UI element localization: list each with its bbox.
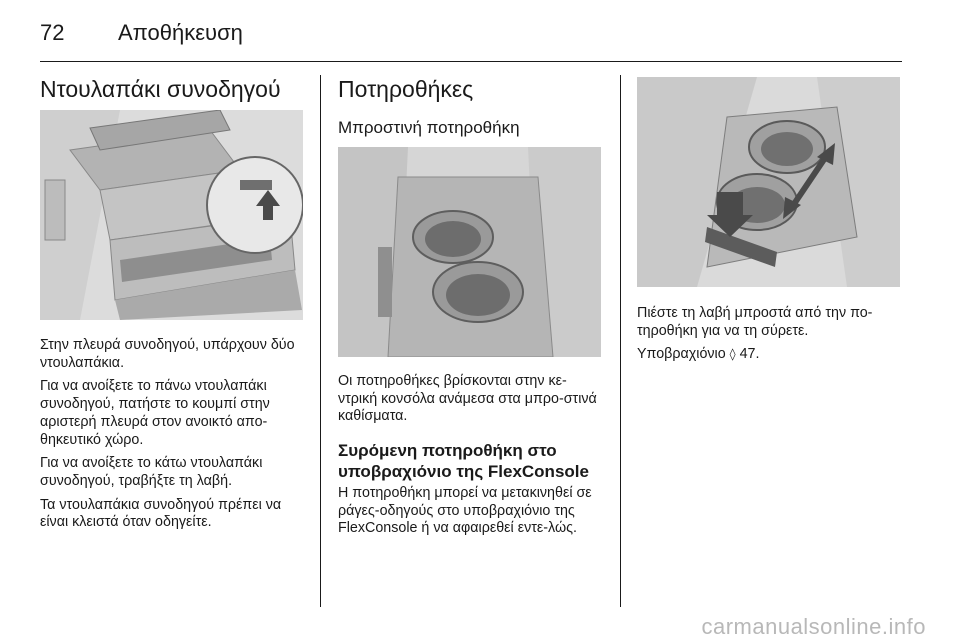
column-divider-1: [320, 75, 321, 607]
front-cupholder-text: [338, 373, 602, 432]
cupholders-heading: Ποτηροθήκες: [338, 76, 474, 102]
sliding-heading-line2: υποβραχιόνιο της FlexConsole: [338, 462, 589, 481]
glovebox-paragraph: Τα ντουλαπάκια συνοδηγού πρέπει να είναι κλειστά όταν οδηγείτε.: [40, 496, 282, 531]
header-divider: [40, 61, 902, 62]
sliding-cupholder-paragraph: Η ποτηροθήκη μπορεί να μετακινηθεί σε ράγες-οδηγούς στο υποβραχιόνιο της FlexConsole ή να αφαιρεθεί εντε-λώς.: [338, 485, 592, 537]
reference-page: 47.: [739, 346, 760, 363]
sliding-cupholder-heading: [338, 440, 589, 482]
armrest-reference[interactable]: [637, 346, 903, 364]
sliding-cupholder-illustration: [637, 77, 900, 287]
page-number: 72: [40, 20, 65, 45]
front-cupholder-illustration: [338, 147, 601, 357]
sliding-cupholder-text: [338, 485, 604, 544]
sliding-instruction-paragraph: Πιέστε τη λαβή μπροστά από την πο-τηροθήκη για να τη σύρετε.: [637, 305, 873, 339]
footer-watermark[interactable]: carmanualsonline.info: [701, 614, 926, 639]
reference-label: Υποβραχιόνιο: [637, 346, 726, 363]
front-cupholder-paragraph: Οι ποτηροθήκες βρίσκονται στην κε-ντρική κονσόλα ανάμεσα στα μπρο-στινά καθίσματα.: [338, 373, 597, 425]
reference-arrow-icon: ◊: [729, 347, 736, 362]
sliding-heading-line1: Συρόμενη ποτηροθήκη στο: [338, 441, 557, 460]
glovebox-illustration: [40, 110, 303, 320]
column-divider-2: [620, 75, 621, 607]
glovebox-text: [40, 337, 302, 538]
sliding-instruction-text: [637, 305, 903, 370]
glovebox-paragraph: Για να ανοίξετε το πάνω ντουλαπάκι συνοδηγού, πατήστε το κουμπί στην αριστερή πλευρά στον ανοικτό απο-θηκευτικό χώρο.: [40, 378, 270, 448]
section-title: Αποθήκευση: [118, 20, 243, 45]
glovebox-paragraph: Στην πλευρά συνοδηγού, υπάρχουν δύο ντουλαπάκια.: [40, 337, 295, 371]
front-cupholder-subheading: Μπροστινή ποτηροθήκη: [338, 118, 520, 137]
glovebox-paragraph: Για να ανοίξετε το κάτω ντουλαπάκι συνοδηγού, τραβήξτε τη λαβή.: [40, 455, 263, 489]
glovebox-heading: Ντουλαπάκι συνοδηγού: [40, 76, 281, 102]
